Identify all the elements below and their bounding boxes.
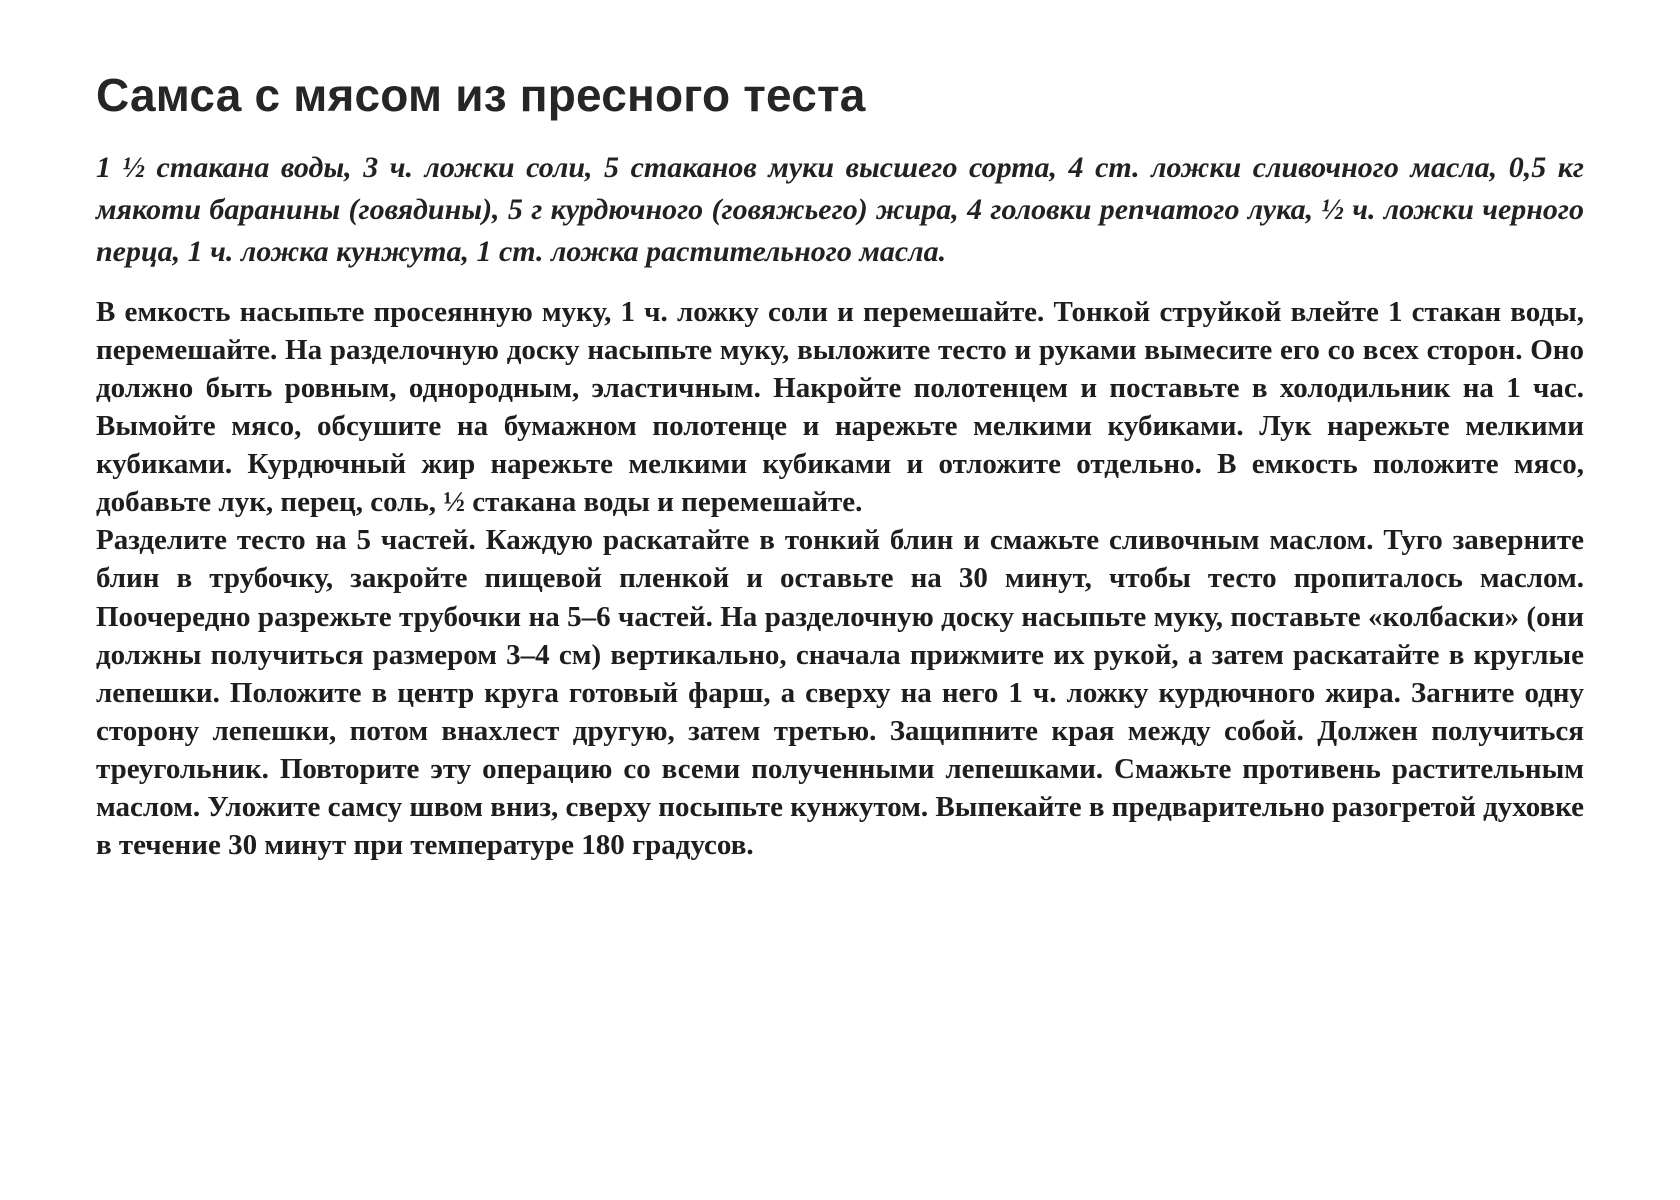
recipe-paragraph-2: Разделите тесто на 5 частей. Каждую раскатайте в тонкий блин и смажьте сливочным маслом. Туго заверните блин в трубочку, закройте пищевой пленкой и оставьте на 30 минут, чтобы тесто пропиталось маслом. Поочередно разрежьте трубочки на 5–6 частей. На разделочную доску насыпьте муку, поставьте «колбаски» (они должны получиться размером 3–4 см) вертикально, сначала прижмите их рукой, а затем раскатайте в круглые лепешки. Положите в центр круга готовый фарш, а сверху на него 1 ч. ложку курдючного жира. Загните одну сторону лепешки, потом внахлест другую, затем третью. Защипните края между собой. Должен получиться треугольник. Повторите эту операцию со всеми полученными лепешками. Смажьте противень растительным маслом. Уложите самсу швом вниз, сверху посыпьте кунжутом. Выпекайте в предварительно разогретой духовке в течение 30 минут при температуре 180 градусов. [96,524,1584,862]
page-title: Самса с мясом из пресного теста [96,69,866,121]
ingredients-text: 1 ½ стакана воды, 3 ч. ложки соли, 5 стаканов муки высшего сорта, 4 ст. ложки сливочного масла, 0,5 кг мякоти баранины (говядины), 5 г курдючного (говяжьего) жира, 4 головки репчатого лука, ½ ч. ложки черного перца, 1 ч. ложка кунжута, 1 ст. ложка растительного масла. [96,150,1584,268]
recipe-paragraph-1: В емкость насыпьте просеянную муку, 1 ч. ложку соли и перемешайте. Тонкой струйкой влейте 1 стакан воды, перемешайте. На разделочную доску насыпьте муку, выложите тесто и руками вымесите его со всех сторон. Оно должно быть ровным, однородным, эластичным. Накройте полотенцем и поставьте в холодильник на 1 час. Вымойте мясо, обсушите на бумажном полотенце и нарежьте мелкими кубиками. Лук нарежьте мелкими кубиками. Курдючный жир нарежьте мелкими кубиками и отложите отдельно. В емкость положите мясо, добавьте лук, перец, соль, ½ стакана воды и перемешайте. [96,295,1584,519]
